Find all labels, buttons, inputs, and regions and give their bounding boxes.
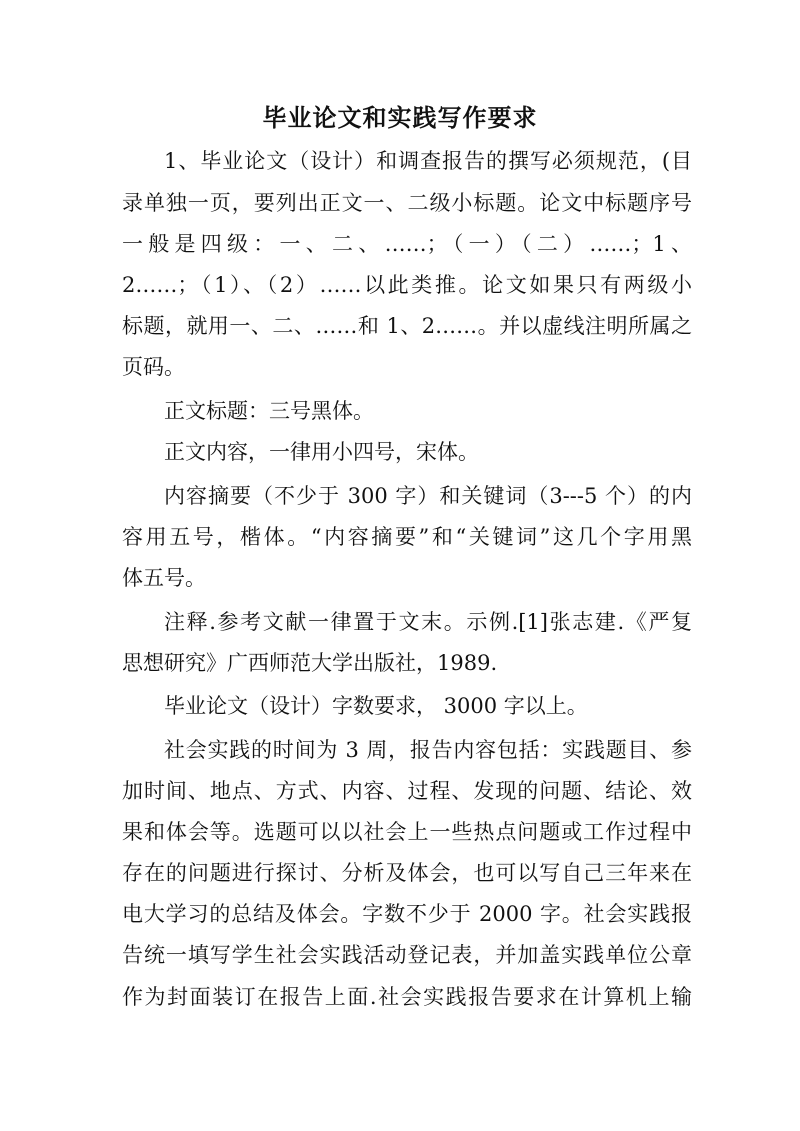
document-title: 毕业论文和实践写作要求 <box>262 103 538 132</box>
paragraph-notes-line-2: 思想研究》广西师范大学出版社，1989. <box>122 651 498 675</box>
paragraph-abstract-line-1: 内容摘要（不少于 300 字）和关键词（3---5 个）的内 <box>164 484 692 508</box>
paragraph-practice-line-6: 告统一填写学生社会实践活动登记表，并加盖实践单位公章 <box>122 943 692 967</box>
paragraph-abstract-line-3: 体五号。 <box>122 566 206 590</box>
paragraph-title-font: 正文标题：三号黑体。 <box>164 399 374 423</box>
paragraph-practice-line-1: 社会实践的时间为 3 周，报告内容包括：实践题目、参 <box>164 738 692 762</box>
paragraph-practice-line-7: 作为封面装订在报告上面.社会实践报告要求在计算机上输 <box>122 985 692 1009</box>
paragraph-practice-line-2: 加时间、地点、方式、内容、过程、发现的问题、结论、效 <box>122 779 692 803</box>
paragraph-1-line-2: 录单独一页，要列出正文一、二级小标题。论文中标题序号 <box>122 191 692 215</box>
paragraph-1-line-3: 一般是四级：一、二、……；（一）（二）……；1、 <box>122 232 692 256</box>
paragraph-practice-line-5: 电大学习的总结及体会。字数不少于 2000 字。社会实践报 <box>122 902 692 926</box>
paragraph-word-count: 毕业论文（设计）字数要求， 3000 字以上。 <box>164 694 588 718</box>
paragraph-1-line-5: 标题，就用一、二、……和 1、2……。并以虚线注明所属之 <box>122 314 692 338</box>
paragraph-practice-line-4: 存在的问题进行探讨、分析及体会，也可以写自己三年来在 <box>122 861 692 885</box>
paragraph-notes-line-1: 注释.参考文献一律置于文末。示例.[1]张志建.《严复 <box>164 610 692 634</box>
paragraph-practice-line-3: 果和体会等。选题可以以社会上一些热点问题或工作过程中 <box>122 820 692 844</box>
paragraph-1-line-6: 页码。 <box>122 355 185 379</box>
paragraph-body-font: 正文内容，一律用小四号，宋体。 <box>164 440 479 464</box>
paragraph-1-line-1: 1、毕业论文（设计）和调查报告的撰写必须规范，(目 <box>164 149 692 173</box>
paragraph-abstract-line-2: 容用五号，楷体。“内容摘要”和“关键词”这几个字用黑 <box>122 525 692 549</box>
paragraph-1-line-4: 2……；（1）、（2）……以此类推。论文如果只有两级小 <box>122 273 692 297</box>
